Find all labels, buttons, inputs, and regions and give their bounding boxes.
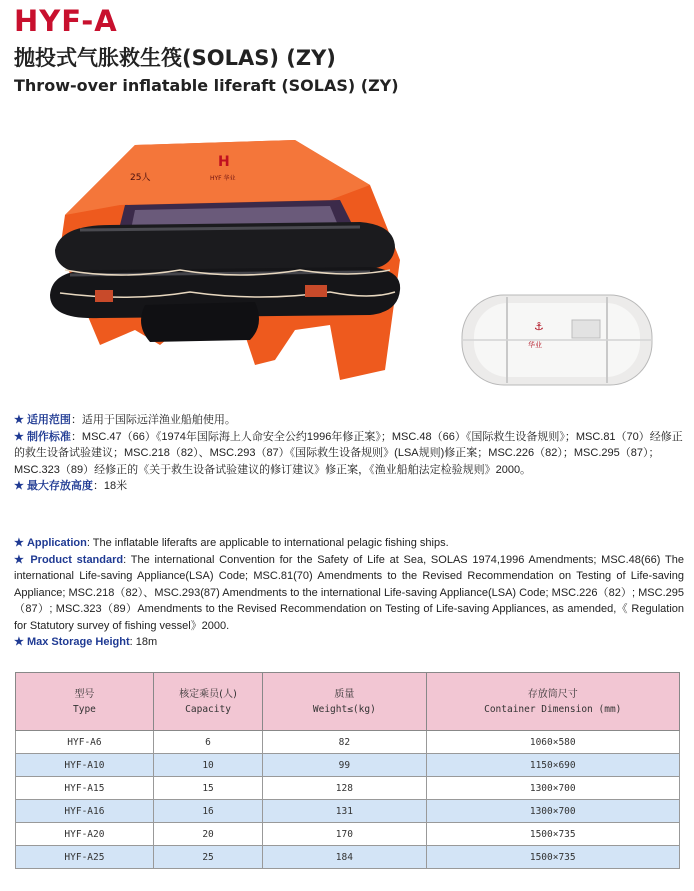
cell-capacity: 16 bbox=[153, 800, 262, 823]
product-title-cn: 抛投式气胀救生筏(SOLAS) (ZY) bbox=[14, 46, 336, 70]
spec-en-application bbox=[14, 535, 684, 552]
cell-type: HYF-A25 bbox=[16, 846, 154, 869]
cell-type: HYF-A6 bbox=[16, 731, 154, 754]
product-title-en: Throw-over inflatable liferaft (SOLAS) (ZY) bbox=[14, 76, 399, 95]
cell-weight: 82 bbox=[263, 731, 426, 754]
spec-cn-height bbox=[14, 478, 684, 495]
specs-en bbox=[14, 535, 684, 651]
cell-weight: 131 bbox=[263, 800, 426, 823]
cell-dimension: 1150×690 bbox=[426, 754, 680, 777]
cell-capacity: 6 bbox=[153, 731, 262, 754]
cell-type: HYF-A20 bbox=[16, 823, 154, 846]
cell-capacity: 20 bbox=[153, 823, 262, 846]
specs-cn bbox=[14, 412, 684, 495]
cell-weight: 99 bbox=[263, 754, 426, 777]
spec-label: Max Storage Height bbox=[26, 636, 130, 648]
spec-text: ：18米 bbox=[92, 480, 128, 492]
header-container-dimension: 存放筒尺寸 Container Dimension (mm) bbox=[426, 673, 680, 731]
spec-cn-application bbox=[14, 412, 684, 429]
canister-logo-text: 华业 bbox=[528, 341, 542, 349]
spec-label: Product standard bbox=[30, 553, 124, 566]
table-row bbox=[16, 731, 680, 754]
table-row bbox=[16, 754, 680, 777]
spec-text: ：适用于国际远洋渔业船舶使用。 bbox=[70, 414, 236, 426]
spec-en-standard bbox=[14, 552, 684, 635]
header-type: 型号 Type bbox=[16, 673, 154, 731]
spec-en-height bbox=[14, 634, 684, 651]
spec-text: : The inflatable liferafts are applicable to international pelagic fishing ships. bbox=[86, 537, 449, 549]
cell-dimension: 1300×700 bbox=[426, 800, 680, 823]
spec-label: 制作标准 bbox=[26, 430, 71, 443]
star-icon: ★ bbox=[14, 430, 24, 443]
spec-text: ：MSC.47（66）《1974年国际海上人命安全公约1996年修正案》；MSC.48（66）《国际救生设备规则》；MSC.81（70）经修正的救生设备试验建议；MSC.218（82）、MSC.293（87）《国际救生设备规则》(LSA规则)修正案；MSC.226（82）；MSC.295（87）；MSC.323（89）经修正的《关于救生设备试验建议的修订建议》修正案，《渔业船舶法定检验规则》2000。 bbox=[14, 430, 683, 476]
cell-dimension: 1300×700 bbox=[426, 777, 680, 800]
star-icon: ★ bbox=[14, 636, 24, 648]
cell-weight: 128 bbox=[263, 777, 426, 800]
cell-capacity: 15 bbox=[153, 777, 262, 800]
star-icon: ★ bbox=[14, 537, 24, 549]
raft-logo: H bbox=[218, 154, 230, 170]
cell-dimension: 1500×735 bbox=[426, 823, 680, 846]
spec-text: : The international Convention for the Safety of Life at Sea, SOLAS 1974,1996 Amendments; MSC.48(66) The international Life-saving Appliance(LSA) Code; MSC.81(70) Amendments to the Revised Recommendation on Testing of Life-saving Appliance; MSC.218（82）、MSC.293(87) Amendments to the international Life-saving Appliance(LSA) Code; MSC.226（82）; MSC.295（87）; MSC.323（89）Amendments to the Revised Recommendation on Testing of Life-saving Appliances, as amended,《 Regulation for Statutory survey of fishing vessel》2000. bbox=[14, 553, 684, 632]
table-row bbox=[16, 846, 680, 869]
liferaft-canister-photo bbox=[452, 285, 662, 395]
product-model: HYF-A bbox=[14, 4, 118, 38]
cell-dimension: 1060×580 bbox=[426, 731, 680, 754]
canister-logo: ⚓ bbox=[534, 320, 544, 333]
header-weight: 质量 Weight≤(kg) bbox=[263, 673, 426, 731]
spec-label: 适用范围 bbox=[26, 414, 71, 426]
header-capacity: 核定乘员(人) Capacity bbox=[153, 673, 262, 731]
cell-weight: 170 bbox=[263, 823, 426, 846]
star-icon: ★ bbox=[14, 480, 24, 492]
spec-cn-standard bbox=[14, 429, 684, 479]
star-icon: ★ bbox=[14, 414, 24, 426]
cell-type: HYF-A15 bbox=[16, 777, 154, 800]
cell-type: HYF-A10 bbox=[16, 754, 154, 777]
table-row bbox=[16, 823, 680, 846]
cell-capacity: 10 bbox=[153, 754, 262, 777]
raft-capacity-label: 25人 bbox=[130, 173, 151, 183]
star-icon: ★ bbox=[14, 553, 26, 566]
spec-label: 最大存放高度 bbox=[26, 480, 93, 492]
table-row bbox=[16, 777, 680, 800]
cell-capacity: 25 bbox=[153, 846, 262, 869]
spec-table bbox=[15, 672, 680, 869]
cell-weight: 184 bbox=[263, 846, 426, 869]
cell-dimension: 1500×735 bbox=[426, 846, 680, 869]
table-header-row bbox=[16, 673, 680, 731]
spec-label: Application bbox=[26, 537, 87, 549]
spec-text: : 18m bbox=[129, 636, 158, 648]
cell-type: HYF-A16 bbox=[16, 800, 154, 823]
raft-logo-text: HYF 华业 bbox=[210, 175, 236, 182]
liferaft-photo bbox=[40, 130, 415, 390]
table-row bbox=[16, 800, 680, 823]
